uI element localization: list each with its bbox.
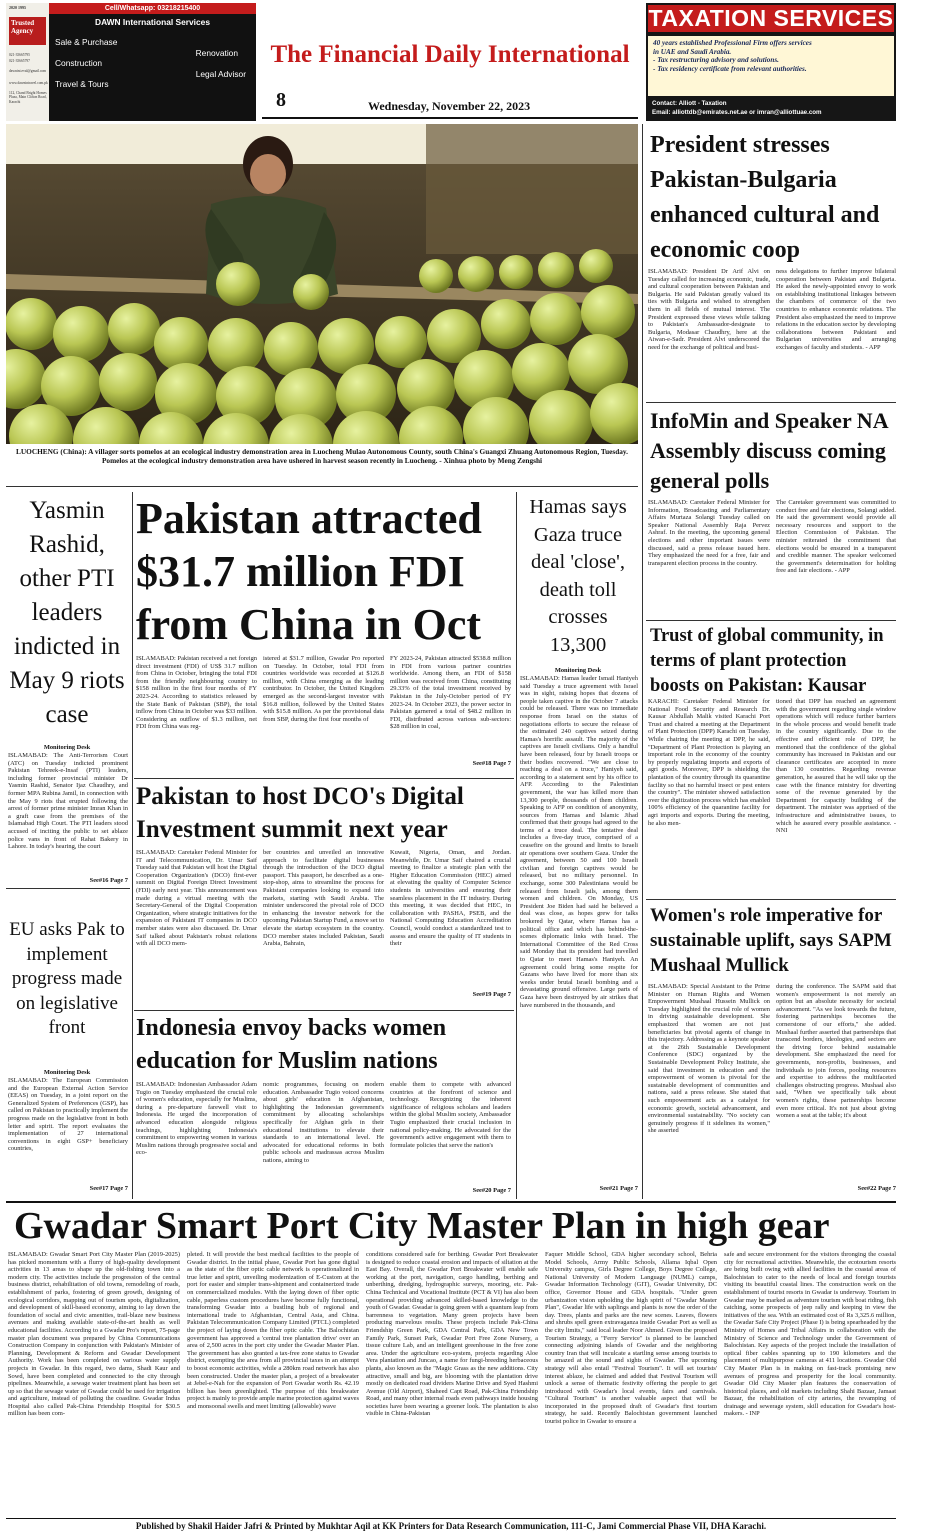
ad-contact-2: 021-35665797	[9, 59, 30, 63]
hamas-body: ISLAMABAD: Hamas leader Ismail Haniyeh said Tuesday a truce agreement with Israel was in sight, raising hopes that dozens of people taken captive in the October 7 attacks could be released. There was no immediate response from Israel on the status of negotiations efforts to secure the release of the estimated 240 captives seized during Hamas's horrific assault. The majority of the captives are Israeli civilians. Only a handful have been released, four by Israeli troops or their bodies recovered. "We are close to reaching a deal on a truce," Haniyeh said, according to a statement sent by his office to AFP. According to the Palestinian government, the war has killed more than 13,300 people, thousands of them children. Speaking to AFP on condition of anonymity, sources from Hamas and Islamic Jihad confirmed that their groups had agreed to the terms of a truce deal. The tentative deal includes a five-day truce, comprised of a ceasefire on the ground and limits to Israeli air operations over southern Gaza. Under the agreement, between 50 and 100 Israeli civilian and foreign captives would be released, but no military personnel. In exchange, some 300 Palestinians would be released from Israeli jails, among them women and children. On Monday, US President Joe Biden had said he believed a deal was close, as hopes grew for talks brokered by Qatar, where Hamas has a political office and which has behind-the-scenes diplomatic links with Israel. The International Committee of the Red Cross said Monday that its president had travelled to Qatar to meet Hamas's Haniyeh. An agreement could bring some respite for Gazans who have lived for more than six weeks under brutal Israeli bombing and a devastating ground offensive. Large parts of Gaza have been destroyed by air strikes that have numbered in the thousands, and	[520, 675, 638, 1009]
ad-line-1: 40 years established Professional Firm offers services	[653, 39, 812, 47]
dawn-international-ad[interactable]	[6, 3, 256, 121]
pomelo-photo	[6, 124, 638, 444]
yasmin-headline[interactable]: Yasmin Rashid, other PTI leaders indicted in May 9 riots case	[9, 497, 125, 728]
president-body-col-2: ness delegations to further improve bilateral cooperation between Pakistan and Bulgaria. He asked the newly-appointed envoy to work on establishing institutional linkages between the chambers of commerce of the two countries to enhance economic relations. The President also emphasized the need to improve relations in the education sector by developing collaborations between Pakistani and Bulgarian universities and arranging exchanges of faculty and students. - APP	[776, 268, 896, 351]
kausar-headline[interactable]: Trust of global community, in terms of plant protection boosts on Pakistan: Kausar	[650, 626, 884, 696]
divider	[6, 888, 130, 889]
masthead	[262, 3, 638, 119]
ad-service-4: Legal Advisor	[195, 68, 246, 79]
gwadar-headline[interactable]: Gwadar Smart Port City Master Plan in high gear	[14, 1205, 830, 1247]
ad-contact-name: Contact: Alliott - Taxation	[652, 100, 727, 107]
gwadar-body-col-2: pleted. It will provide the best medical facilities to the people of Gwadar district. In the initial phase, Gwadar Port has gone digital as the state of the fiber optic cable network is operationalized in true letter and spirit, unveiling modernization of E-Custom at the port for easier and simpler trans-shipment and containerized trade on commercialized modules. With the laying down of fiber optic cable, paperless custom procedures have become fully functional, transforming Gwadar into a bustling hub of regional and international trade to Afghanistan, Central Asia, and China. Pakistan Telecommunication Company Limited (PTCL) completed the project of laying down the fiber optic cable. The Balochistan government has approved a 'central tree plantation drive' over an area of 2,500 acres in the port city under the Gwadar Master Plan. The government has also granted a tax-free zone status to Gwadar district, exempting the area from all provincial taxes in an attempt to boost economic activities, while a 280km road network has also been constructed. Under the master plan, a project of a breakwater at Jebel-e-Nah for the expansion of Port Gwadar worth Rs. 42.19 billion has been greenlighted. The purpose of this breakwater project is mainly to provide ample marine protection against waves and monsoonal swells and meet limiting (allowable) wave	[187, 1251, 359, 1410]
ad-phone: Cell/Whatsapp: 03218215400	[49, 3, 256, 14]
ad-line-4: - Tax residency certificate from relevant authorities.	[653, 64, 807, 73]
agency-logo: Trusted Agency	[9, 17, 46, 45]
ad-service-2: Renovation	[195, 47, 238, 58]
indonesia-continuation[interactable]: See#20 Page 7	[472, 1187, 511, 1194]
ad-contact-4: www.dawnintravel.com.pk	[9, 81, 48, 85]
divider	[646, 402, 896, 403]
ad-year-code: 2020 1995	[9, 5, 26, 10]
eu-continuation[interactable]: See#17 Page 7	[89, 1185, 128, 1192]
divider	[134, 778, 514, 779]
ad-line-2: in UAE and Saudi Arabia.	[653, 47, 732, 56]
yasmin-byline: Monitoring Desk	[43, 744, 91, 751]
hamas-headline[interactable]: Hamas says Gaza truce deal 'close', death toll crosses 13,300	[529, 496, 627, 656]
hamas-byline: Monitoring Desk	[554, 667, 602, 674]
newspaper-title: The Financial Daily International	[270, 41, 630, 68]
indonesia-body-col-1: ISLAMABAD: Indonesian Ambassador Adam Tugio on Tuesday emphasized the crucial role of women's education, especially for Muslims, during a pre-departure farewell visit to Indonesia. He urged the incorporation of advanced education alongside religious teachings, highlighting Indonesia's commitment to empowering women in various Muslim nations through progressive social and eco-	[136, 1081, 257, 1157]
yasmin-continuation[interactable]: See#16 Page 7	[89, 877, 128, 884]
indonesia-headline[interactable]: Indonesia envoy backs women education for Muslim nations	[136, 1015, 447, 1074]
column-divider	[516, 492, 517, 1199]
column-divider	[132, 492, 133, 1199]
publisher-imprint: Published by Shakil Haider Jafri & Printed by Mukhtar Aqil at KK Printers for Data Research Communication, 111-C, Jami Commercial Phase VII, DHA Karachi.	[135, 1521, 767, 1531]
divider	[646, 899, 896, 900]
pomelo-photo-illustration	[6, 124, 638, 444]
gwadar-body-col-3: conditions considered safe for berthing. Gwadar Port Breakwater is designed to reduce coastal erosion and impacts of siltation at the East Bay. Overall, the Gwadar Port Breakwater will enable safe working at the port, navigation, cargo handling, berthing and unberthing, dredging, hydrographic surveys, mooring, etc. Pak-China Technical and Vocational Institute (PCT & VI) has also been operational providing advanced skilled-based knowledge to the youth of Gwadar. Gwadar is going green with a quantum leap from barrenness to vegetation. Many green projects have been producing marvelous results. These projects include Pak-China Friendship Green Park, GDA Central Park, GDA New Town Family Park, Sunset Park, Gwadar Port Free Zone Nursery, a tissue culture Lab, and an intelligent greenhouse in the free zone area. Under the agriculture eco-system, projects regarding Aloe Vera plantation and Juncao, a name for fungi-breeding herbaceous plants, also known as the "Magic Grass as the new additions. City attractive, small and big, are blooming with the plantation drive mostly on dedicated road dividers Marine Drive and Syed Hashmi Avenue (Old Airport), Shaheed Capt Road, Pak-China Friendship Road, and many other internal roads even pathways inside housing societies have been wearing a greener look. The plantation is also visible in China-Pakistan	[366, 1251, 538, 1418]
fdi-continuation[interactable]: See#18 Page 7	[472, 760, 511, 767]
indonesia-body-col-2: nomic programmes, focusing on modern education. Ambassador Tugio voiced concerns about girls' education in Afghanistan, highlighting the Indonesian government's commitment by allocating scholarships specifically for Afghan girls in their educational institutions to elevate their standards to an international level. He advocated for educational reforms in both public schools and madrassas across Muslim nations, aiming to	[263, 1081, 384, 1164]
divider	[134, 1010, 514, 1011]
ad-contact-5: 112, Chand Bright Homes Plaza, Main Clifton Road, Karachi	[9, 91, 47, 104]
divider	[646, 620, 896, 621]
indonesia-body-col-3: enable them to compete with advanced countries at the forefront of science and technology. Recognizing the inherent significance of religious scholars and leaders within the global Muslim society, Ambassador Tugio emphasized their crucial inclusion in national policy-making. He advocated for the government's active engagement with them to formulate policies that serve the nation's	[390, 1081, 511, 1149]
kausar-body-col-2: tioned that DPP has reached an agreement with the government regarding single window operations which will reduce further barriers in the whole process and would benefit trade in the country significantly. Due to the effective and efficient role of DPP, he mentioned that the confidence of the global community has increased in Pakistan and our clearance certificates are accepted in more than 130 countries. Regarding revenue generation, he assured that he will take up the case with the finance ministry for diverting some of the revenue generated by the Department for capacity building of the department. The minister was apprised of the infrastructure and administrative issues, to which he assured every possible assistance. - NNI	[776, 698, 896, 835]
dco-body-col-2: ber countries and unveiled an innovative approach to facilitate digital businesses through the introduction of the DCO digital passport. This passport, he described as a one-stop-shop, aims to streamline the process for Pakistani companies looking to expand into markets, starting with Saudi Arabia. The minister underscored the pivotal role of DCO in enhancing the investor network for the upcoming Pakistan Startup Fund, a move set to elevate the startup ecosystem in the country. DCO member states included Pakistan, Saudi Arabia, Bahrain,	[263, 849, 384, 948]
ad-contact	[652, 99, 892, 117]
women-headline[interactable]: Women's role imperative for sustainable uplift, says SAPM Mushaal Mullick	[650, 905, 892, 976]
yasmin-body: ISLAMABAD: The Anti-Terrorism Court (ATC) on Tuesday indicted prominent Pakistan Tehreek-e-Insaf (PTI) leaders, including former provincial minister Dr Yasmin Rashid, Senator Ijaz Chaudhry, and former MPA Rubina Jamil, in connection with the May 9 riots that erupted following the arrest of former prime minister Imran Khan in a graft case from the premises of the Islamabad High Court. The PTI leaders stood accused of inciting the public to set ablaze police vans in front of Rahat Bakery in Lahore. In today's hearing, the court	[8, 752, 128, 851]
ad-service-5: Travel & Tours	[55, 79, 109, 89]
fdi-body-col-3: FY 2023-24, Pakistan attracted $538.8 million in FDI from various partner countries worldwide. Among them, an FDI of $158 million was received from China, constituting 29.33% of the total investment received by Pakistan in the July-October period of FY 2023-24. In October 2023, the power sector in Pakistan garnered a total of $48.2 million in FDI, distributed across various sub-sectors: $28 million in coal,	[390, 655, 511, 731]
infomin-headline[interactable]: InfoMin and Speaker NA Assembly discuss coming general polls	[650, 408, 888, 493]
dco-continuation[interactable]: See#19 Page 7	[472, 991, 511, 998]
ad-contact-email: Email: alliottdb@emirates.net.ae or imran@alliottuae.com	[652, 109, 822, 116]
gwadar-body-col-5: safe and secure environment for the visitors thronging the coastal city for recreational activities. Meanwhile, the ecotourism resorts are being built owing with allied facilities in the coastal areas of Balochistan to cater to the needs of local and foreign tourists visiting its beautiful coastal lines. The construction work on the establishment of tourist resorts in Gwadar is underway. Tourism in Gwadar may be marked as adventure tourism with boat riding, fish catching, some prospects of jeep rally and keeping in view the initiatives of the sea. With an estimated cost of Rs 3,325.6 million, the Gwadar Safe City Project (Phase I) is being spearheaded by the Ministry of Homes and Tribal Affairs in collaboration with the Ministry of Science and Technology under the Government of Balochistan. Key aspects of the project include the installation of optical fiber cables spanning up to 190 kilometers and the placement of multipurpose cameras at 411 locations. Gwadar Old City Master Plan is in making on fast-track promising new avenues of progress and prosperity for the local community. Gwadar Old City Master plan features the conservation of historical places, and old markets including Shahi Bazaar, Jamaat Bazaar, the rehabilitation of city arteries, the revamping of drainage and sewerage system, skill education for Gwadar's host-makers. - INP	[724, 1251, 896, 1418]
fdi-body-col-2: istered at $31.7 million, Gwadar Pro reported on Tuesday. In October, total FDI from countries worldwide was recorded at $126.8 million, with China emerging as the leading contributor. In October, the United Kingdom emerged as the second-largest investor with $16.8 million, followed by the United States with $15.8 million. As per the provisional data from SBP, during the first four months of	[263, 655, 384, 723]
ad-offer-band	[648, 36, 894, 96]
taxation-services-ad[interactable]	[646, 3, 896, 121]
ad-line-3: - Tax restructuring advisory and solutions.	[653, 56, 779, 65]
gwadar-body-col-1: ISLAMABAD: Gwadar Smart Port City Master Plan (2019-2025) has picked momentum with a flurry of high-quality development activities in 13 areas to shape up the old-fishing town into a modern city. The activities include the progression of the central business district, rehabilitation of old towns, remodeling of roads, establishment of parks, fostering of green growth, designing of ecological corridors, mapping out of tourism spots, digitalization, and development of skill-based economy, aiming to lay down the foundation of social and civic amenities, trail-blaze new business avenues and making available state-of-the-art health as well educational facilities. According to a Gwadar Pro's report, 75-page master plan document was prepared by China Communications Construction Company in conjunction with Pakistan's Minister of Planning, Development & Reform and Gwadar Development Authority. Work has been completed on various water supply projects in Gwadar. In this regard, two dams, Shadi Kaur and Sowd, have been completed and connected to the city through pipelines. Meanwhile, a sewage water treatment plant has been set up so that the sewage water of Gwadar could be used for irrigation and agriculture, instead of polluting the coastline. Gwadar Indus Hospital also called Pak-China Friendship Hospital for $30.5 million has been com-	[8, 1251, 180, 1418]
footer-divider	[6, 1518, 896, 1519]
column-divider	[642, 124, 643, 1199]
fdi-headline[interactable]: Pakistan attracted $31.7 million FDI from China in Oct	[136, 494, 482, 649]
ad-left-panel	[6, 3, 49, 121]
issue-date: Wednesday, November 22, 2023	[368, 99, 531, 113]
women-body-col-1: ISLAMABAD: Special Assistant to the Prime Minister on Human Rights and Women Empowerment Mushaal Hussein Mullick on Tuesday highlighted the crucial role of women in driving sustainable development. She emphasized that women are not just beneficiaries but pivotal agents of change in this trajectory. Addressing as a keynote speaker at the 26th Sustainable Development Conference (SDC) organized by the Sustainable Development Policy Institute, she said that investment in education and the empowerment of women is pivotal for the sustainable development of communities and nations, said a press release. She stated that such empowerment acts as a catalyst for economic growth, societal advancement, and environmental sustainability. "No society can genuinely progress if it sidelines its women," she asserted	[648, 983, 770, 1135]
women-continuation[interactable]: See#22 Page 7	[857, 1185, 896, 1192]
eu-headline[interactable]: EU asks Pak to implement progress made on legislative front	[9, 919, 125, 1038]
section-divider	[6, 1201, 896, 1203]
fdi-body-col-1: ISLAMABAD: Pakistan received a net foreign direct investment (FDI) of US$ 31.7 million from China in October, bringing the total FDI from the friendly neighbouring country to $158 million in the first four months of FY 2023-24. According to statistics released by the State Bank of Pakistan (SBP), the total inflow from China in October was $33 million. Considering an outflow of $1.3 million, net FDI from China was reg-	[136, 655, 257, 731]
eu-byline: Monitoring Desk	[43, 1069, 91, 1076]
ad-company: DAWN International Services	[95, 17, 210, 27]
ad-title: TAXATION SERVICES	[648, 5, 894, 31]
kausar-body-col-1: KARACHI: Caretaker Federal Minister for National Food Security and Research Dr. Kausar Abdullah Malik visited Karachi Port Trust and chaired a meeting at the Department of Plant Protection (DPP) Karachi on Tuesday. While chairing the meeting at DPP, he said, "Department of Plant Protection is playing an important role in the economy of the country by properly regulating imports and exports of agri goods. Moreover, DPP is shielding the plantation of the country through its quarantine facility so that no harmful insect or pest enters the country". The minister showed satisfaction over the digitization process which has enabled 100% efficiency of the quarantine facility for agri imports and exports. During the meeting, he also men-	[648, 698, 770, 827]
president-headline[interactable]: President stresses Pakistan-Bulgaria enhanced cultural and economic coop	[650, 132, 880, 263]
infomin-body-col-2: The Caretaker government was committed to conduct free and fair elections, Solangi added. He said the government would provide all necessary resources and support to the Election Commission of Pakistan. The minister reiterated the commitment that elections would be ensured in a transparent and credible manner. The speaker welcomed the government's determination for holding free and fair elections. - APP	[776, 499, 896, 575]
ad-contact-1: 021-35665795	[9, 53, 30, 57]
ad-service-3: Construction	[55, 58, 103, 68]
president-body-col-1: ISLAMABAD: President Dr Arif Alvi on Tuesday called for increasing economic, trade, and cultural cooperation between Pakistan and Bulgaria. He said Pakistan greatly valued its ties with Bulgaria and wished to strengthen them in all fields of mutual interest. The President expressed these views while talking to Pakistan's Ambassador-designate to Bulgaria, Modasar Chaudhry, here at the Aiwan-e-Sadr. President Alvi underscored the need for the exchange of political and busi-	[648, 268, 770, 351]
caption-divider	[6, 486, 638, 487]
women-body-col-2: during the conference. The SAPM said that women's empowerment is not merely an option but an absolute necessity for societal advancement. "As we look towards the future, fostering partnerships becomes the cornerstone of our efforts," she added. Mushaal further asserted that partnerships that transcend borders, ideologies, and sectors are the driving force behind sustainable development. She emphasized the need for governments, non-profits, businesses, and individuals to join forces, pooling resources and expertise to address the multifaceted challenges obstructing progress. Mushaal also said, "When we specifically talk about women's rights, these partnerships become even more critical. It's not just about giving women a seat at the table; it's about	[776, 983, 896, 1120]
eu-body: ISLAMABAD: The European Commission and the European External Action Service (EEAS) on Tuesday, in a joint report on the Generalized System of Preferences (GSP), has called on Pakistan to practically implement the progress made on the legislative front in both letter and spirit. The report evaluates the implementation of 27 international conventions in eight GSP+ beneficiary countries,	[8, 1077, 128, 1153]
gwadar-body-col-4: Faquer Middle School, GDA higher secondary school, Behria Model Schools, Army Public Schools, Allama Iqbal Open University campus, Girls Degree College, Boys Degree College, National University of Modern Language (NUML) camps, Gwadar Information Technology (GIT), Gwadar University, DC office, Governor House and GDA hospitals. "Under green urbanization vision upholding the high spirit of "Gwadar Master Plan", Gwadar life with saplings and plants is now the order of the day. Trees, plants and parks are the new scenes. Leaves, flowers and shrubs spell green extravaganza inside Gwadar Port as well as the city limits," said local leader Noor Ahmed. Given the proposed Tourism Strategy, a "Ferry Service" is planned to be launched connecting adjoining islands of Gwadar and the neighboring country Iran that will inculcate a startling sense among tourists to be amazed at the sound and sights of Gwadar. The upcoming strategy will also entail "Festival Tourism". It will set tourists' interest ablaze, he claimed and added that Festival Tourism will unlock a sense of thematic festivity offering the people to get introduced with Gwadar's local events, fairs and carnivals. "Cultural Tourism" is another valuable aspect that will be incorporated in the proposed draft of Gwadar's first tourism strategy, he said. Recently Balochistan government launched tourist police in Gwadar to ensure a	[545, 1251, 717, 1426]
dco-body-col-1: ISLAMABAD: Caretaker Federal Minister for IT and Telecommunication, Dr. Umar Saif Tuesday said that Pakistan will host the Digital Cooperation Organization's (DCO) first-ever summit on Digital Foreign Direct Investment (FDI) early next year. This announcement was made during a virtual meeting with the Secretary-General of the Digital Cooperation Organization, where strategic initiatives for the expansion of Pakistani IT companies in DCO member states were also discussed. Dr. Umar Saif talked about Pakistan's robust relations with all DCO mem-	[136, 849, 257, 948]
ad-contact-3: dawnint.eval@gmail.com	[9, 69, 47, 73]
photo-caption: LUOCHENG (China): A villager sorts pomelos at an ecological industry demonstration area in Luocheng Mulao Autonomous County, south China's Guangxi Zhuang Autonomous Region, Tuesday. Pomelos at the ecological industry demonstration area have ushered in harvest season recently in Luocheng. - Xinhua photo by Meng Zengshi	[16, 447, 628, 465]
dco-headline[interactable]: Pakistan to host DCO's Digital Investment summit next year	[136, 783, 464, 843]
hamas-continuation[interactable]: See#21 Page 7	[599, 1185, 638, 1192]
ad-right-panel	[49, 3, 256, 121]
dco-body-col-3: Kuwait, Nigeria, Oman, and Jordan. Meanwhile, Dr. Umar Saif chaired a crucial meeting to finalize a strategic plan with the Higher Education Commission (HEC) aimed at elevating the quality of Computer Science students in universities and ensuring their seamless placement in the IT industry. During this meeting, it was decided that HEC, in collaboration with PASHA, PSEB, and the National Computing Education Accreditation Council, would conduct a standardized test to assess and ensure the quality of IT students in their	[390, 849, 511, 948]
infomin-body-col-1: ISLAMABAD: Caretaker Federal Minister for Information, Broadcasting and Parliamentary Affairs Murtaza Solangi Tuesday called on Speaker National Assembly Raja Pervez Ashraf. In the meeting, the upcoming general elections and other important issues were discussed, said a press release issued here. They emphasized the need for a free, fair and transparent election process in the country.	[648, 499, 770, 567]
ad-service-1: Sale & Purchase	[55, 37, 118, 47]
page-number: 8	[276, 89, 286, 111]
